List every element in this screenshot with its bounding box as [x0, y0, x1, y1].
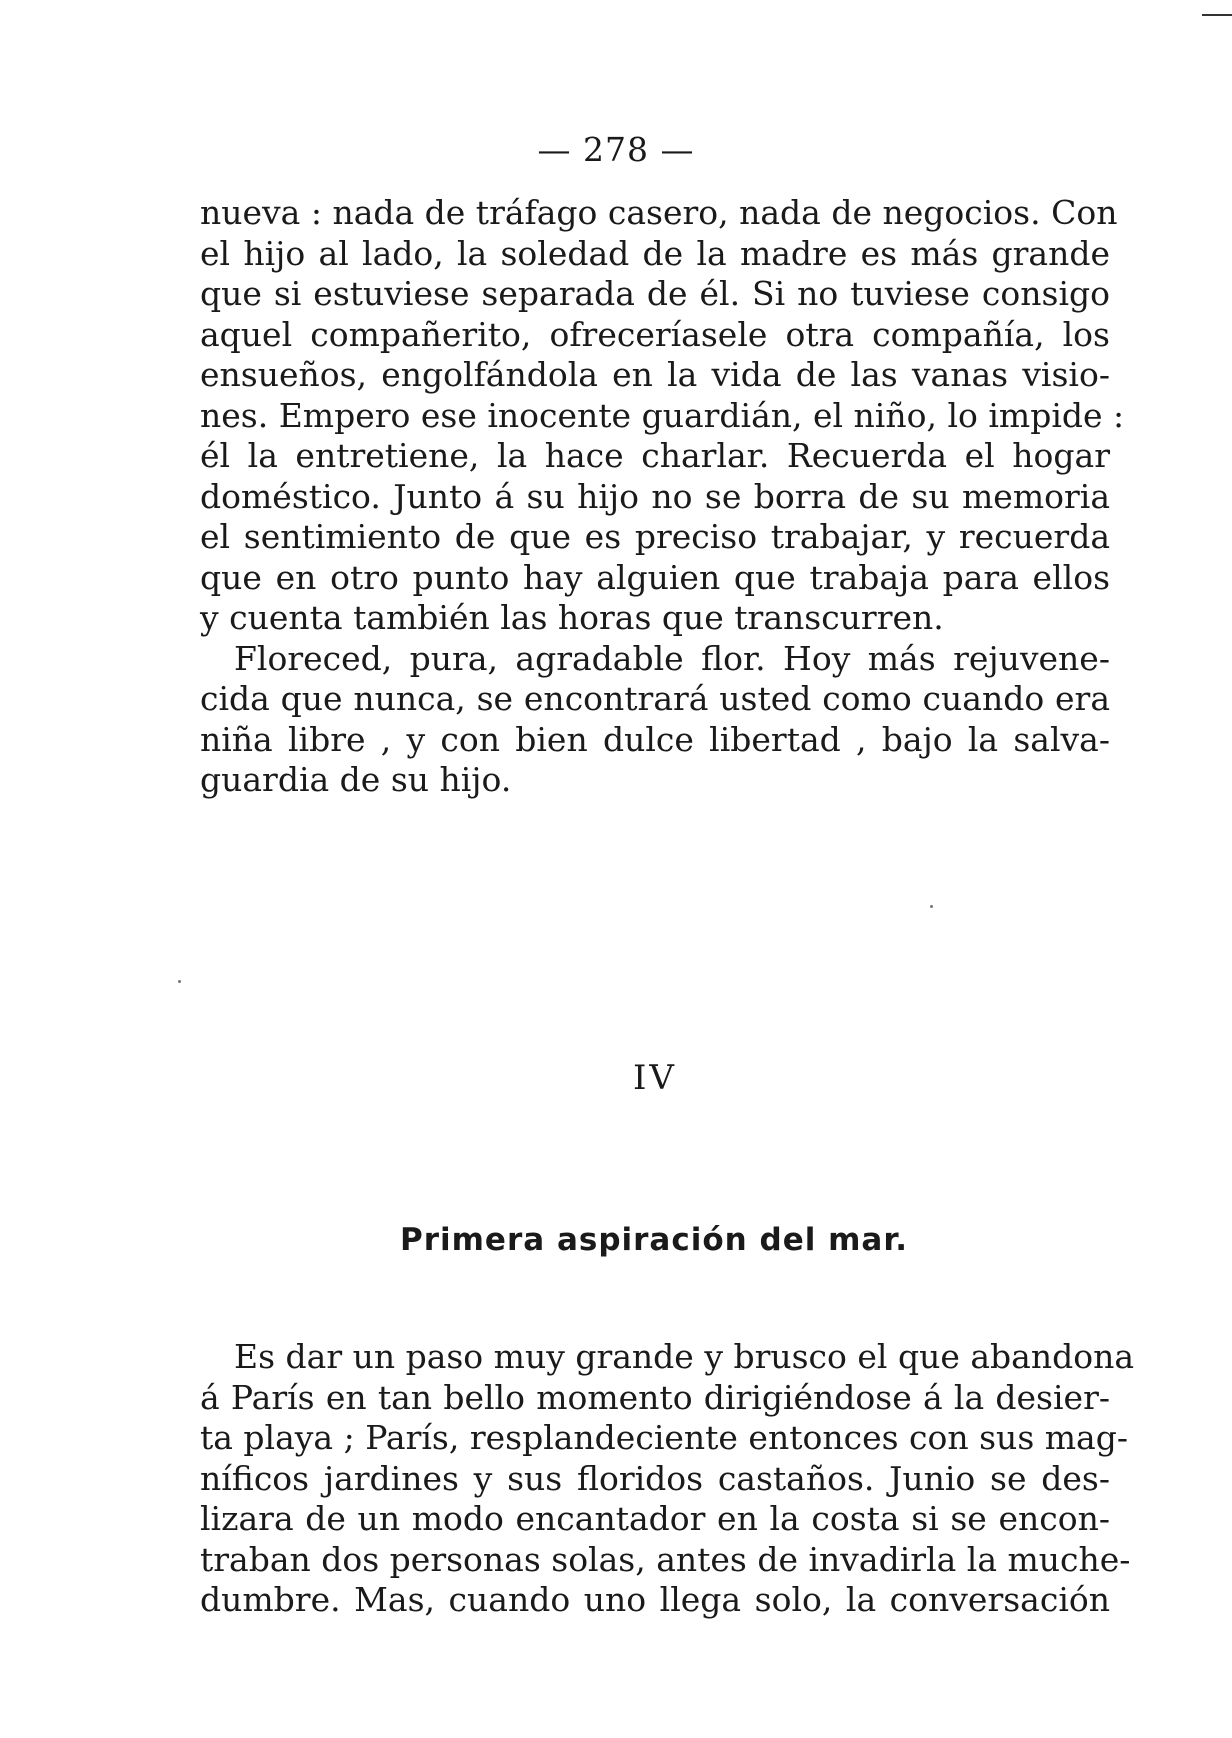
scan-edge-mark [1202, 14, 1232, 16]
text-line: nes. Empero ese inocente guardián, el niño, lo impide : [200, 395, 1125, 435]
text-line: él la entretiene, la hace charlar. Recuerda el hogar [200, 436, 1110, 475]
text-line: y cuenta también las horas que transcurren. [200, 598, 944, 637]
chapter-title: Primera aspiración del mar. [399, 1222, 908, 1258]
text-line: Floreced, pura, agradable flor. Hoy más rejuvene- [234, 638, 1110, 678]
text-line: lizara de un modo encantador en la costa si se encon- [200, 1499, 1110, 1538]
text-line: á París en tan bello momento dirigiéndose á la desier- [200, 1377, 1110, 1417]
text-line: níficos jardines y sus floridos castaños. Junio se des- [200, 1458, 1110, 1498]
text-line: cida que nunca, se encontrará usted como cuando era [200, 679, 1110, 718]
text-line: el hijo al lado, la soledad de la madre es más grande [200, 233, 1110, 273]
text-line: dumbre. Mas, cuando uno llega solo, la conversación [200, 1580, 1110, 1619]
text-line: Es dar un paso muy grande y brusco el que abandona [234, 1337, 1134, 1376]
text-line: que si estuviese separada de él. Si no tuviese consigo [200, 274, 1110, 313]
text-line: aquel compañerito, ofreceríasele otra compañía, los [200, 314, 1110, 354]
text-line: traban dos personas solas, antes de invadirla la muche- [200, 1539, 1131, 1579]
text-line: que en otro punto hay alguien que trabaja para ellos [200, 557, 1110, 597]
text-line: guardia de su hijo. [200, 760, 512, 799]
paper-speck [178, 980, 181, 983]
page-number: — 278 — [537, 130, 695, 169]
text-line: doméstico. Junto á su hijo no se borra de su memoria [200, 476, 1110, 516]
text-line: nueva : nada de tráfago casero, nada de negocios. Con [200, 193, 1118, 232]
text-line: ta playa ; París, resplandeciente entonces con sus mag- [200, 1418, 1128, 1457]
text-line: niña libre , y con bien dulce libertad , bajo la salva- [200, 719, 1110, 759]
text-line: el sentimiento de que es preciso trabajar, y recuerda [200, 517, 1110, 556]
body-text [200, 193, 1125, 801]
text-line: ensueños, engolfándola en la vida de las vanas visio- [200, 355, 1110, 394]
chapter-number: IV [633, 1058, 677, 1098]
chapter-text [200, 1337, 1134, 1621]
paper-speck [930, 905, 933, 908]
